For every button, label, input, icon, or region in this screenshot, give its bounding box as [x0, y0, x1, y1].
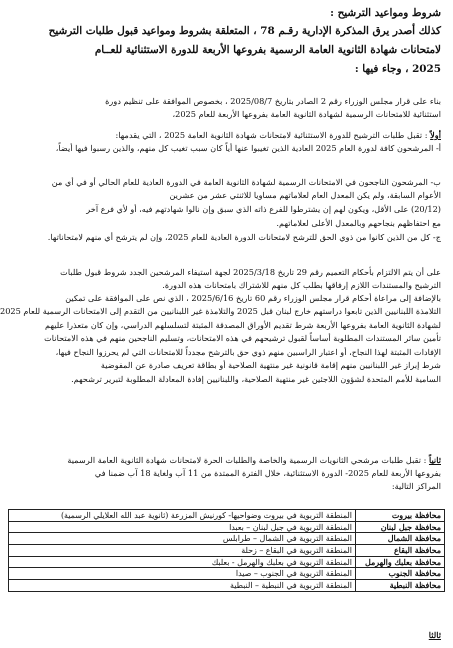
- governorate-cell: محافظة بعلبك والهرمل: [356, 556, 445, 568]
- item-b-line: ب- المرشحون الناجحون في الامتحانات الرسمية لشهادة الثانوية العامة في الدورة العادية للعام الحالي أو في أي من: [51, 177, 441, 187]
- paragraph-line: الترشيح والمستندات اللازم إرفاقها بطلب كل منهم للاشتراك بامتحانات هذه الدورة.: [162, 280, 441, 290]
- paragraph-line: استثنائية للامتحانات الرسمية لشهادة الثانوية العامة بفروعها الأربعة للعام 2025،: [172, 109, 441, 119]
- third-title-text: ثالثا: [428, 630, 441, 640]
- heading-line: لامتحانات شهادة الثانوية العامة الرسمية بفروعها الأربعة للدورة الاستثنائية للعــام: [94, 44, 441, 56]
- paragraph-line: الإفادات المثبتة لهذا النجاح، أو اعتبار الراسبين منهم ذوي حق بالترشح مجدداً للامتحانات التي لم يحرزوا النجاح فيها،: [55, 347, 441, 357]
- center-cell: المنطقة التربوية في جبل لبنان – بعبدا: [9, 521, 356, 533]
- center-cell: المنطقة التربوية في الجنوب – صيدا: [9, 568, 356, 580]
- paragraph-line: على أن يتم الالتزام بأحكام التعميم رقم 29 تاريخ 2025/3/18 لجهة استيفاء المرشحين الجدد شروط قبول طلبات: [60, 267, 441, 277]
- item-b-line: (20/12) على الأقل، ويكون لهم إن يشترطوا للفرع ذاته الذي سبق وإن نالوا شهادتهم فيه، أو لأي فرع آخر: [86, 204, 441, 214]
- table-row: [9, 521, 445, 533]
- item-b-line: مع احتفاظهم بنجاحهم وبالمعدل الأعلى لعلاماتهم.: [276, 218, 441, 228]
- item-b-line: الأعوام السابقة، ولم يكن المعدل العام لعلاماتهم مساويا للاثنتي عشر من عشرين: [169, 190, 441, 200]
- paragraph-line: المراكز التالية:: [391, 481, 441, 491]
- governorate-cell: محافظة الشمال: [356, 533, 445, 545]
- governorate-cell: محافظة جبل لبنان: [356, 521, 445, 533]
- first-text: : تقبل طلبات الترشيح للدورة الاستثنائية لامتحانات شهادة الثانوية العامة 2025 ، التي يقدمها:: [115, 130, 428, 140]
- first-title: أولاً: [430, 130, 441, 140]
- table-row: [9, 568, 445, 580]
- center-cell: المنطقة التربوية في بيروت وضواحيها- كورنيش المزرعة (ثانوية عبد الله العلايلي الرسمية): [9, 510, 356, 522]
- center-cell: المنطقة التربوية في النبطية – النبطية: [9, 580, 356, 592]
- governorate-cell: محافظة الجنوب: [356, 568, 445, 580]
- table-row: [9, 556, 445, 568]
- table-row: [9, 580, 445, 592]
- second-clause: [8, 456, 441, 464]
- center-cell: المنطقة التربوية في البقاع – زحلة: [9, 545, 356, 557]
- second-text: : تقبل طلبات مرشحي الثانويات الرسمية والخاصة والطلبات الحرة لامتحانات شهادة الثانوية العامة الرسمية: [67, 455, 427, 465]
- governorate-cell: محافظة بيروت: [356, 510, 445, 522]
- governorate-cell: محافظة النبطية: [356, 580, 445, 592]
- section-heading: شروط ومواعيد الترشيح :: [330, 7, 441, 19]
- paragraph-line: لشهادة الثانوية العامة بفروعها الأربعة شرط تقديم الأوراق المصدقة المثبتة لتسلسلهم الدراسي، وإن كان متعذرا عليهم: [45, 320, 441, 330]
- paragraph-line: بفروعها الأربعة للعام 2025- الدورة الاستثنائية، خلال الفترة الممتدة من 11 آب ولغاية 18 آب ضمنا في: [94, 468, 441, 478]
- second-title: ثانياً: [428, 455, 441, 465]
- first-clause: [8, 131, 441, 139]
- paragraph-line: شرط إبراز غير اللبنانيين منهم إقامة قانونية غير منتهية الصلاحية أو بطاقة تعريف صادرة عن المفوضية: [100, 360, 441, 370]
- paragraph-line: السامية للأمم المتحدة لشؤون اللاجئين غير منتهية الصلاحية، واللبنانيين إفادة المعادلة المطلوبة لتبرير ترشحهم.: [71, 374, 441, 384]
- center-cell: المنطقة التربوية في بعلبك والهرمل - بعلبك: [9, 556, 356, 568]
- item-a: أ- المرشحون كافة لدورة العام 2025 العادية الذين تغيبوا عنها أياً كان سبب تغيب كل منهم، والذين رسبوا فيها أيضاً،: [55, 143, 441, 153]
- item-c: ج- كل من الذين كانوا من ذوي الحق للترشح لامتحانات الدورة العادية للعام 2025، وإن لم يترشح أي منهم لامتحاناتها.: [47, 232, 441, 242]
- paragraph-line: التلامذة اللبنانيين الذين تابعوا دراستهم خارج لبنان قبل 2025 والتلامذة غير اللبنانيين من التقدم إلى الامتحانات الرسمية للعام 2025: [0, 306, 441, 316]
- paragraph-line: بناء على قرار مجلس الوزراء رقم 2 الصادر بتاريخ 2025/08/7 ، بخصوص الموافقة على تنظيم دورة: [105, 96, 441, 106]
- governorate-cell: محافظة البقاع: [356, 545, 445, 557]
- exam-centers-table: [8, 509, 445, 592]
- paragraph-line: بالإضافة إلى مراعاة أحكام قرار مجلس الوزراء رقم 60 تاريخ 2025/6/16 ، الذي نص على الموافقة على تمكين: [65, 293, 441, 303]
- heading-line: كذلك أصدر يرق المذكرة الإدارية رقـم 78 ، المتعلقة بشروط ومواعيد قبول طلبات الترشيح: [48, 25, 441, 37]
- center-cell: المنطقة التربوية في الشمال – طرابلس: [9, 533, 356, 545]
- table-row: [9, 510, 445, 522]
- third-title: [8, 631, 441, 639]
- paragraph-line: تأمين سائر المستندات المطلوبة أساساً لقبول ترشيحهم في هذه الامتحانات، وتسليم الناجحين منهم في هذه الامتحانات: [44, 333, 441, 343]
- table-row: [9, 533, 445, 545]
- table-row: [9, 545, 445, 557]
- heading-line: 2025 ، وجاء فيها :: [354, 63, 441, 75]
